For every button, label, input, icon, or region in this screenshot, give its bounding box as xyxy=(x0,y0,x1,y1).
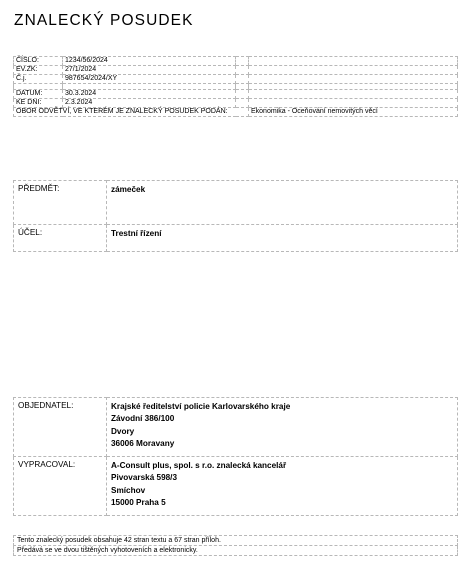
info-row-cislo xyxy=(14,57,458,66)
cislo-value: 1234/56/2024 xyxy=(63,57,236,66)
predmet-row xyxy=(14,181,458,225)
info-row-kedni xyxy=(14,99,458,108)
obor-value: Ekonomika - Oceňování nemovitých věcí xyxy=(249,108,458,117)
vypracoval-line: A-Consult plus, spol. s r.o. znalecká kancelář xyxy=(111,461,287,470)
objednatel-line: Závodní 386/100 xyxy=(111,414,175,424)
obor-label: OBOR ODVĚTVÍ, VE KTERÉM JE ZNALECKÝ POSUDEK PODÁN: xyxy=(14,108,249,117)
footer-line-2: Předává se ve dvou tištěných vyhotoveních a elektronicky. xyxy=(14,546,458,556)
objednatel-line: Dvory xyxy=(111,426,135,436)
info-row-evzk xyxy=(14,66,458,75)
evzk-value: 27/1/2024 xyxy=(63,66,236,75)
datum-value: 30.3.2024 xyxy=(63,90,236,99)
info-row-cj xyxy=(14,75,458,84)
ucel-row xyxy=(14,225,458,252)
cj-label: Č.j. xyxy=(14,75,63,84)
footer-line-1: Tento znalecký posudek obsahuje 42 stran textu a 67 stran příloh. xyxy=(14,536,458,546)
datum-label: DATUM: xyxy=(14,90,63,99)
kedni-value: 2.3.2024 xyxy=(63,99,236,108)
vypracoval-line: Smíchov xyxy=(111,485,146,495)
kedni-label: KE DNI: xyxy=(14,99,63,108)
vypracoval-value xyxy=(107,457,458,516)
cislo-label: ČÍSLO: xyxy=(14,57,63,66)
info-row-obor xyxy=(14,108,458,117)
document-title: ZNALECKÝ POSUDEK xyxy=(14,12,194,29)
objednatel-label: OBJEDNATEL: xyxy=(14,398,107,457)
objednatel-line: 36006 Moravany xyxy=(111,439,175,449)
vypracoval-row xyxy=(14,457,458,516)
info-table xyxy=(13,56,458,117)
evzk-label: EV.ZK: xyxy=(14,66,63,75)
cj-value: 987654/2024/XY xyxy=(63,75,236,84)
ucel-value: Trestní řízení xyxy=(107,225,458,252)
predmet-label: PŘEDMĚT: xyxy=(14,181,107,225)
predmet-value: zámeček xyxy=(107,181,458,225)
parties-table xyxy=(13,397,458,516)
objednatel-row xyxy=(14,398,458,457)
vypracoval-label: VYPRACOVAL: xyxy=(14,457,107,516)
vypracoval-line: 15000 Praha 5 xyxy=(111,498,166,508)
predmet-ucel-table xyxy=(13,180,458,252)
ucel-label: ÚČEL: xyxy=(14,225,107,252)
vypracoval-line: Pivovarská 598/3 xyxy=(111,473,178,483)
objednatel-line: Krajské ředitelství policie Karlovarského kraje xyxy=(111,402,291,411)
objednatel-value xyxy=(107,398,458,457)
footer-table xyxy=(13,535,458,556)
info-row-datum xyxy=(14,90,458,99)
